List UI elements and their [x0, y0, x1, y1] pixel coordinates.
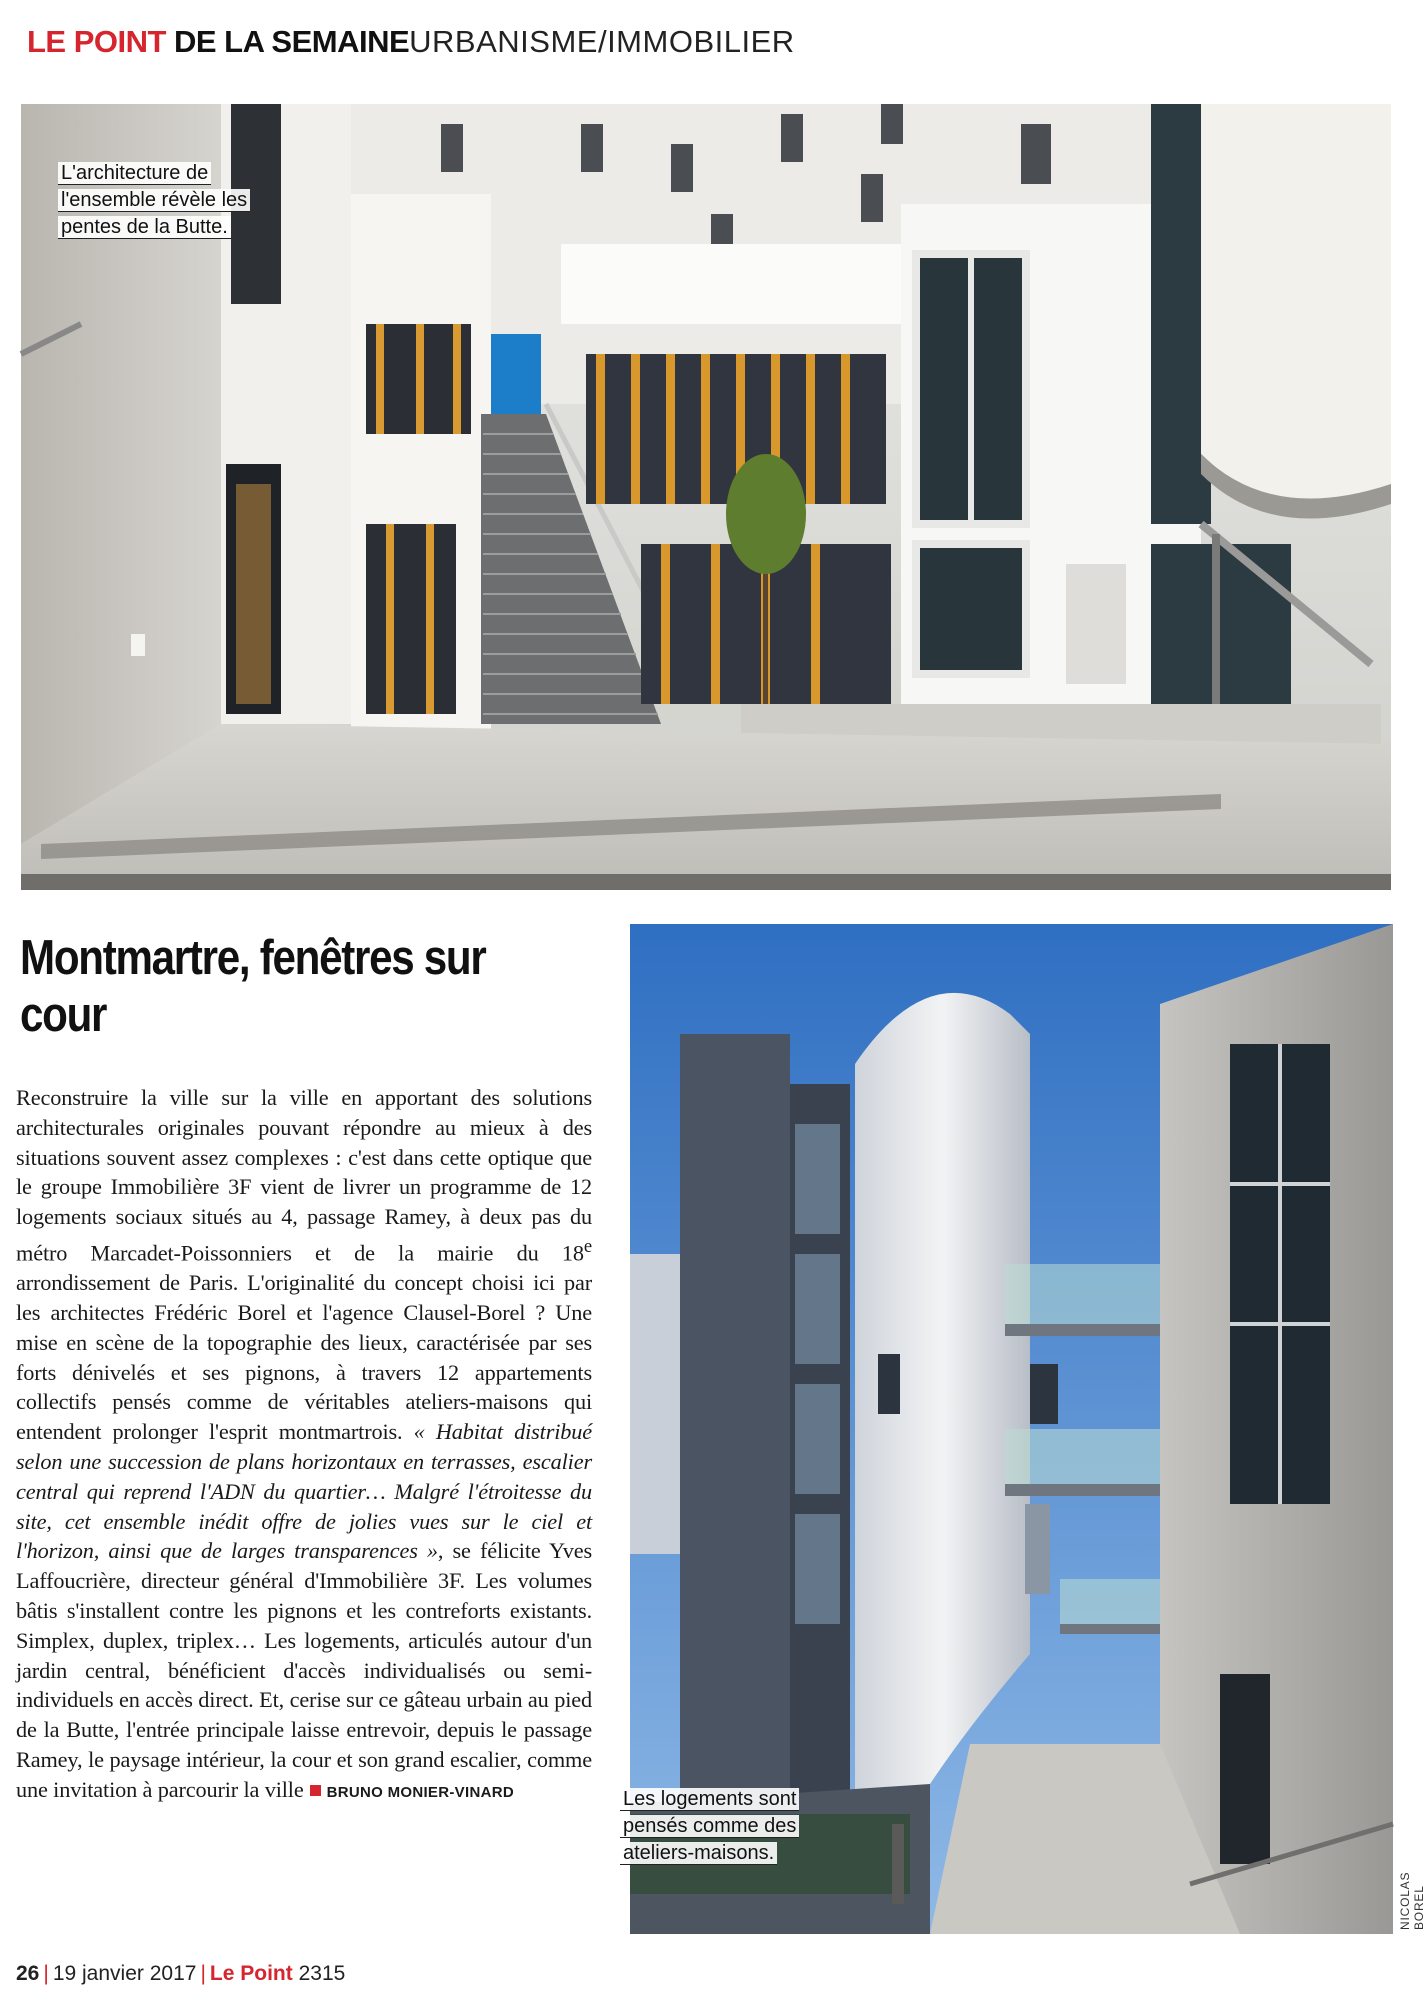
photo-credit: NICOLAS BOREL: [1398, 1871, 1426, 1930]
magazine-name: Le Point: [209, 1962, 293, 1985]
section-name: DE LA SEMAINE: [173, 24, 410, 59]
byline: BRUNO MONIER-VINARD: [326, 1783, 514, 1801]
footer-separator: |: [200, 1962, 206, 1985]
footer-separator: |: [43, 1962, 49, 1985]
article-quote: « Habitat distribué selon une succession de plans horizontaux en terrasses, escalier central qui reprend l'ADN du quartier… Malgré l'étroitesse du site, cet ensemble inédit offre de jolies vues sur le ciel et l'horizon, ainsi que de larges transparences »: [16, 1419, 593, 1564]
article-paragraph: Reconstruire la ville sur la ville en apportant des solutions architecturales originales pouvant répondre au mieux à des situations souvent assez complexes : c'est dans cette optique que le groupe Immobilière 3F vient de livrer un programme de 12 logements sociaux situés au 4, passage Ramey, à deux pas du métro Marcadet-Poissonniers et de la mairie du 18e arrondissement de Paris. L'originalité du concept choisi ici par les architectes Frédéric Borel et l'agence Clausel-Borel ? Une mise en scène de la topographie des lieux, caractérisée par ses forts dénivelés et ses pignons, à travers 12 appartements collectifs pensés comme de véritables ateliers-maisons qui entendent prolonger l'esprit montmartrois. « Habitat distribué selon une succession de plans horizontaux en terrasses, escalier central qui reprend l'ADN du quartier… Malgré l'étroitesse du site, cet ensemble inédit offre de jolies vues sur le ciel et l'horizon, ainsi que de larges transparences », se félicite Yves Laffoucrière, directeur général d'Immobilière 3F. Les volumes bâtis s'installent contre les pignons et les contreforts existants. Simplex, duplex, triplex… Les logements, articulés autour d'un jardin central, bénéficient d'accès individualisés ou semi-individuels en accès direct. Et, cerise sur ce gâteau urbain au pied de la Butte, l'entrée principale laisse entrevoir, depuis le passage Ramey, le paysage intérieur, la cour et son grand escalier, comme une invitation à parcourir la ville BRUNO MONIER-VINARD: [16, 1085, 593, 1802]
rubric-label: URBANISME/IMMOBILIER: [409, 24, 795, 59]
page-number: 26: [16, 1962, 40, 1985]
page-header: [27, 22, 795, 62]
issue-number: 2315: [298, 1962, 346, 1985]
tower-photo: [630, 924, 1393, 1934]
top-photo-caption: L'architecture de l'ensemble révèle les pentes de la Butte.: [58, 160, 258, 241]
article-body: [16, 1083, 592, 1808]
right-photo-caption: Les logements sont pensés comme des ateliers-maisons.: [620, 1786, 800, 1867]
page-footer: [16, 1960, 345, 1988]
issue-date: 19 janvier 2017: [52, 1962, 197, 1985]
brand-name: LE POINT: [27, 24, 166, 59]
article-headline: Montmartre, fenêtres sur cour: [20, 931, 486, 1042]
byline-square-icon: [310, 1785, 321, 1796]
